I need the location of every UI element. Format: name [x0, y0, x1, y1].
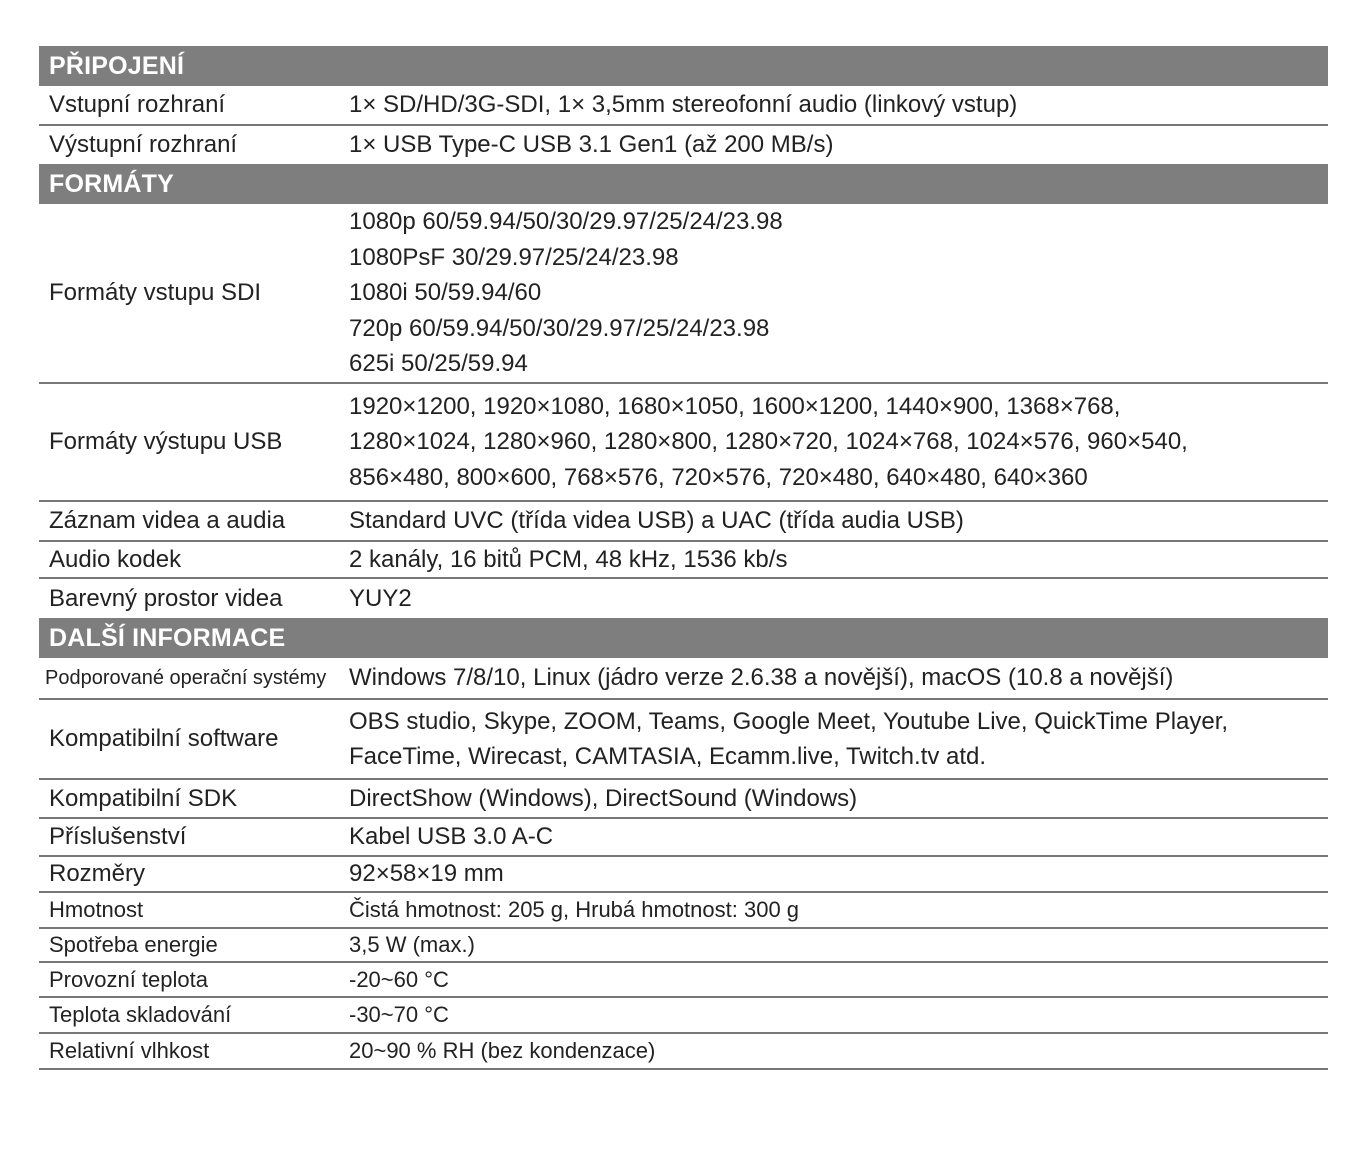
value-line: 3,5 W (max.) [349, 932, 475, 958]
value-line: 625i 50/25/59.94 [349, 350, 528, 378]
row-label: Provozní teplota [49, 966, 208, 992]
table-row [39, 542, 1328, 579]
table-row [39, 929, 1328, 963]
value-line: YUY2 [349, 584, 412, 612]
table-row [39, 819, 1328, 857]
row-value [339, 1033, 1328, 1069]
row-label: Hmotnost [49, 897, 144, 922]
row-label: Kompatibilní SDK [49, 784, 238, 812]
value-line: 92×58×19 mm [349, 860, 504, 888]
row-value [339, 962, 1328, 998]
value-line: 856×480, 800×600, 768×576, 720×576, 720×480, 640×480, 640×360 [349, 463, 1088, 491]
row-label: Podporované operační systémy [45, 666, 327, 689]
section-header-dalsi-informace: DALŠÍ INFORMACE [39, 618, 1328, 658]
row-label: Barevný prostor videa [49, 584, 283, 612]
row-label: Formáty výstupu USB [49, 428, 283, 455]
table-row [39, 204, 1328, 384]
row-value [339, 660, 1328, 696]
row-label: Výstupní rozhraní [49, 131, 238, 158]
row-value [339, 927, 1328, 963]
value-line: -30~70 °C [349, 1002, 449, 1028]
table-row [39, 893, 1328, 929]
value-line: Standard UVC (třída videa USB) a UAC (třída audia USB) [349, 507, 964, 535]
value-line: 2 kanály, 16 bitů PCM, 48 kHz, 1536 kb/s [349, 545, 788, 573]
table-row [39, 502, 1328, 542]
value-line: 20~90 % RH (bez kondenzace) [349, 1038, 656, 1064]
value-line: 1080i 50/59.94/60 [349, 279, 542, 307]
table-row [39, 126, 1328, 164]
row-label: Audio kodek [49, 545, 182, 573]
table-row [39, 700, 1328, 780]
row-value [339, 542, 1328, 578]
row-value [339, 856, 1328, 892]
row-value [339, 819, 1328, 855]
row-label: Vstupní rozhraní [49, 91, 226, 118]
table-row [39, 86, 1328, 126]
value-line: -20~60 °C [349, 966, 449, 992]
row-label: Příslušenství [49, 823, 187, 850]
value-line: Čistá hmotnost: 205 g, Hrubá hmotnost: 300 g [349, 897, 800, 923]
table-row [39, 1034, 1328, 1070]
row-value [339, 503, 1328, 539]
row-value [339, 892, 1328, 928]
value-line: Kabel USB 3.0 A-C [349, 823, 554, 851]
row-value [339, 781, 1328, 817]
value-line: 1080PsF 30/29.97/25/24/23.98 [349, 243, 679, 271]
value-line: Windows 7/8/10, Linux (jádro verze 2.6.38 a novější), macOS (10.8 a novější) [349, 664, 1174, 692]
row-value [339, 704, 1328, 775]
row-value [339, 87, 1328, 123]
row-value [339, 204, 1328, 382]
value-line: 1× USB Type-C USB 3.1 Gen1 (až 200 MB/s) [349, 131, 834, 159]
row-value [339, 997, 1328, 1033]
row-label: Rozměry [49, 860, 146, 887]
row-value [339, 127, 1328, 163]
table-row [39, 780, 1328, 819]
row-label: Formáty vstupu SDI [49, 279, 262, 306]
value-line: FaceTime, Wirecast, CAMTASIA, Ecamm.live, Twitch.tv atd. [349, 743, 987, 770]
row-label: Spotřeba energie [49, 932, 218, 957]
row-value [339, 581, 1328, 617]
value-line: 720p 60/59.94/50/30/29.97/25/24/23.98 [349, 314, 770, 342]
table-row [39, 963, 1328, 998]
section-header-formaty: FORMÁTY [39, 164, 1328, 204]
row-label: Teplota skladování [49, 1002, 232, 1027]
table-row [39, 579, 1328, 618]
table-row [39, 998, 1328, 1034]
section-header-pripojeni: PŘIPOJENÍ [39, 46, 1328, 86]
spec-table [39, 46, 1328, 1070]
value-line: 1920×1200, 1920×1080, 1680×1050, 1600×1200, 1440×900, 1368×768, [349, 392, 1121, 420]
value-line: 1280×1024, 1280×960, 1280×800, 1280×720, 1024×768, 1024×576, 960×540, [349, 428, 1188, 456]
value-line: 1080p 60/59.94/50/30/29.97/25/24/23.98 [349, 208, 783, 236]
row-label: Záznam videa a audia [49, 507, 286, 534]
row-label: Kompatibilní software [49, 725, 279, 752]
table-row [39, 658, 1328, 700]
table-row [39, 857, 1328, 893]
value-line: OBS studio, Skype, ZOOM, Teams, Google Meet, Youtube Live, QuickTime Player, [349, 707, 1229, 735]
value-line: 1× SD/HD/3G-SDI, 1× 3,5mm stereofonní audio (linkový vstup) [349, 91, 1018, 119]
row-label: Relativní vlhkost [49, 1038, 210, 1063]
row-value [339, 389, 1328, 496]
table-row [39, 384, 1328, 502]
value-line: DirectShow (Windows), DirectSound (Windows) [349, 784, 858, 812]
